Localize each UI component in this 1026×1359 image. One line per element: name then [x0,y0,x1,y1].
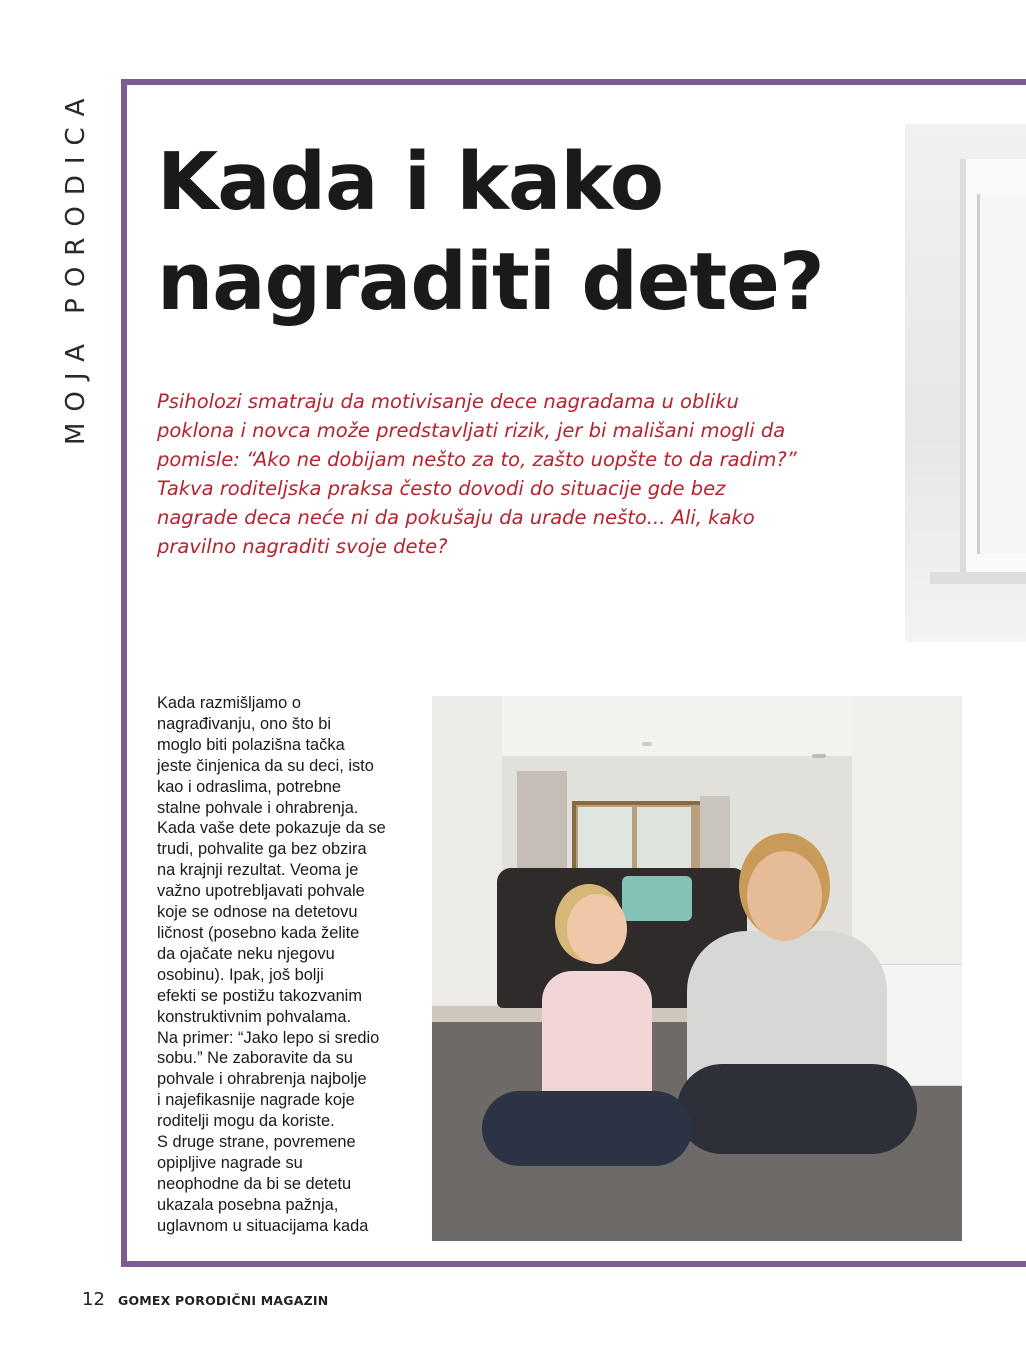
article-title: Kada i kako nagraditi dete? [157,136,824,328]
publication-name: GOMEX PORODIČNI MAGAZIN [118,1293,329,1308]
page-number: 12 [82,1289,105,1310]
mother-daughter-yoga-photo [432,696,962,1241]
interior-photo [905,124,1026,642]
article-body: Kada razmišljamo o nagrađivanju, ono što bi moglo biti polazišna tačka jeste činjenica da su deci, isto kao i odraslima, potrebne stalne pohvale i ohrabrenja. Kada vaše dete pokazuje da se trudi, pohvalite ga bez obzira na krajnji rezultat. Veoma je važno upotrebljavati pohvale koje se odnose na detetovu ličnost (posebno kada želite da ojačate neku njegovu osobinu). Ipak, još bolji efekti se postižu takozvanim konstruktivnim pohvalama. Na primer: “Jako lepo si sredio sobu.” Ne zaboravite da su pohvale i ohrabrenja najbolje i najefikasnije nagrade koje roditelji mogu da koriste. S druge strane, povremene opipljive nagrade su neophodne da bi se detetu ukazala posebna pažnja, uglavnom u situacijama kada [157,694,386,1235]
section-label: MOJA PORODICA [61,87,91,445]
article-lead: Psiholozi smatraju da motivisanje dece nagradama u obliku poklona i novca može predstavljati rizik, jer bi mališani mogli da pomisle: “Ako ne dobijam nešto za to, zašto uopšte to da radim?” Takva roditeljska praksa često dovodi do situacije gde bez nagrade deca neće ni da pokušaju da urade nešto... Ali, kako pravilno nagraditi svoje dete? [157,390,797,558]
